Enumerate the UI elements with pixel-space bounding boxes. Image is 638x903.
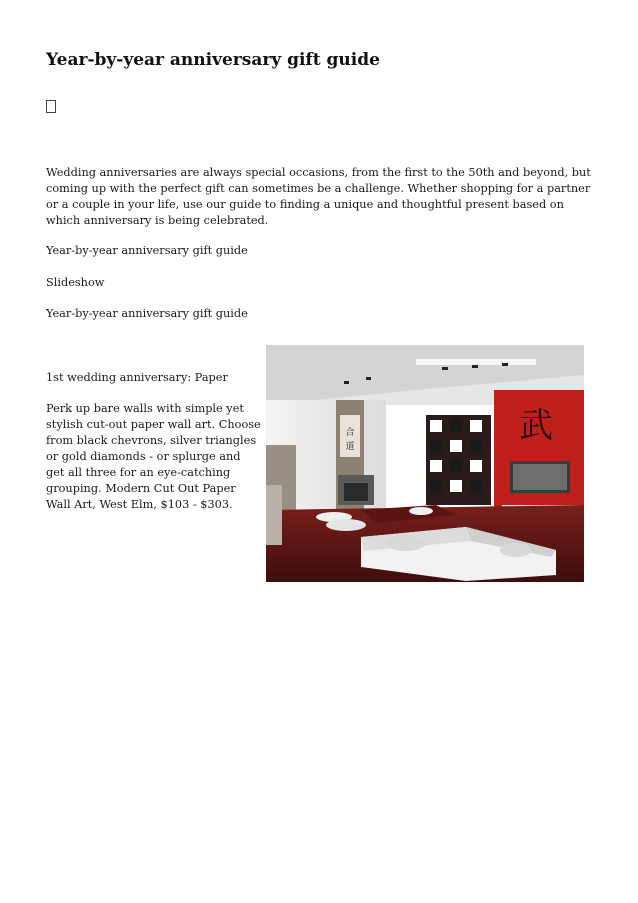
item-description: Perk up bare walls with simple yet stylish cut-out paper wall art. Choose from black chevrons, silver triangles or gold diamonds - or splurge and get all three for an eye-catching grouping. Modern Cut Out Paper Wall Art, West Elm, $103 - $303. bbox=[46, 402, 261, 511]
gallery-subtitle: Year-by-year anniversary gift guide bbox=[46, 307, 248, 320]
missing-glyph-icon bbox=[46, 100, 56, 113]
item-heading: 1st wedding anniversary: Paper bbox=[46, 371, 228, 384]
living-room-illustration bbox=[266, 345, 584, 582]
wall-character: 武 bbox=[519, 406, 553, 446]
slideshow-label: Slideshow bbox=[46, 276, 105, 289]
page-title: Year-by-year anniversary gift guide bbox=[46, 50, 380, 70]
svg-text:合: 合 bbox=[345, 428, 355, 438]
living-room-photo bbox=[266, 345, 584, 582]
gallery-title: Year-by-year anniversary gift guide bbox=[46, 244, 248, 257]
intro-paragraph: Wedding anniversaries are always special occasions, from the first to the 50th and beyond, but coming up with the perfect gift can sometimes be a challenge. Whether shopping for a partner or a couple in your life, use our guide to finding a unique and thoughtful present based on which anniversary is being celebrated. bbox=[46, 166, 591, 227]
svg-text:道: 道 bbox=[345, 442, 355, 452]
